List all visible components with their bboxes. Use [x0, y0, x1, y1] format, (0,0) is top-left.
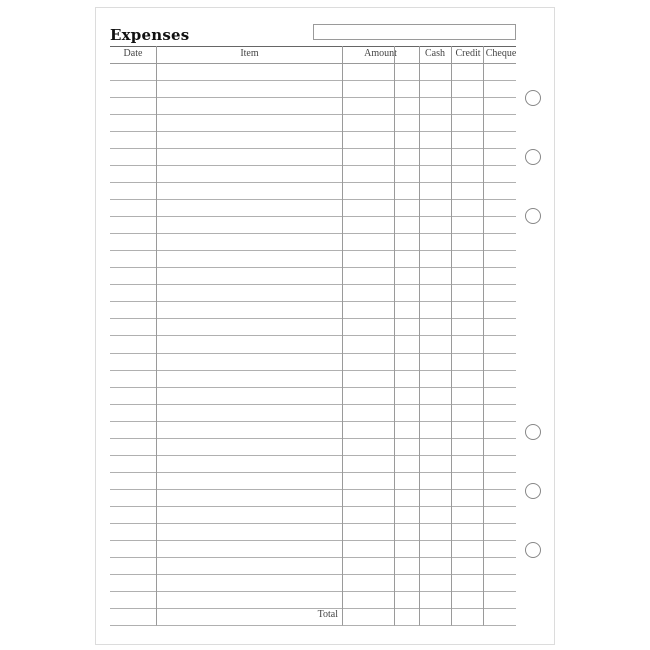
ring-hole: [525, 483, 541, 499]
total-label: Total: [317, 609, 338, 620]
column-header-credit: Credit: [455, 48, 481, 59]
page-title: Expenses: [110, 26, 190, 44]
column-header-date: Date: [123, 48, 143, 59]
column-header-item: Item: [240, 48, 259, 59]
ring-hole: [525, 208, 541, 224]
ring-hole: [525, 542, 541, 558]
ring-hole: [525, 90, 541, 106]
ring-hole: [525, 424, 541, 440]
title-input-box: [313, 24, 516, 40]
expense-table-grid: [110, 46, 516, 626]
ring-hole: [525, 149, 541, 165]
column-header-cash: Cash: [425, 48, 445, 59]
column-header-amount: Amount: [364, 48, 397, 59]
column-header-cheque: Cheque: [485, 48, 517, 59]
